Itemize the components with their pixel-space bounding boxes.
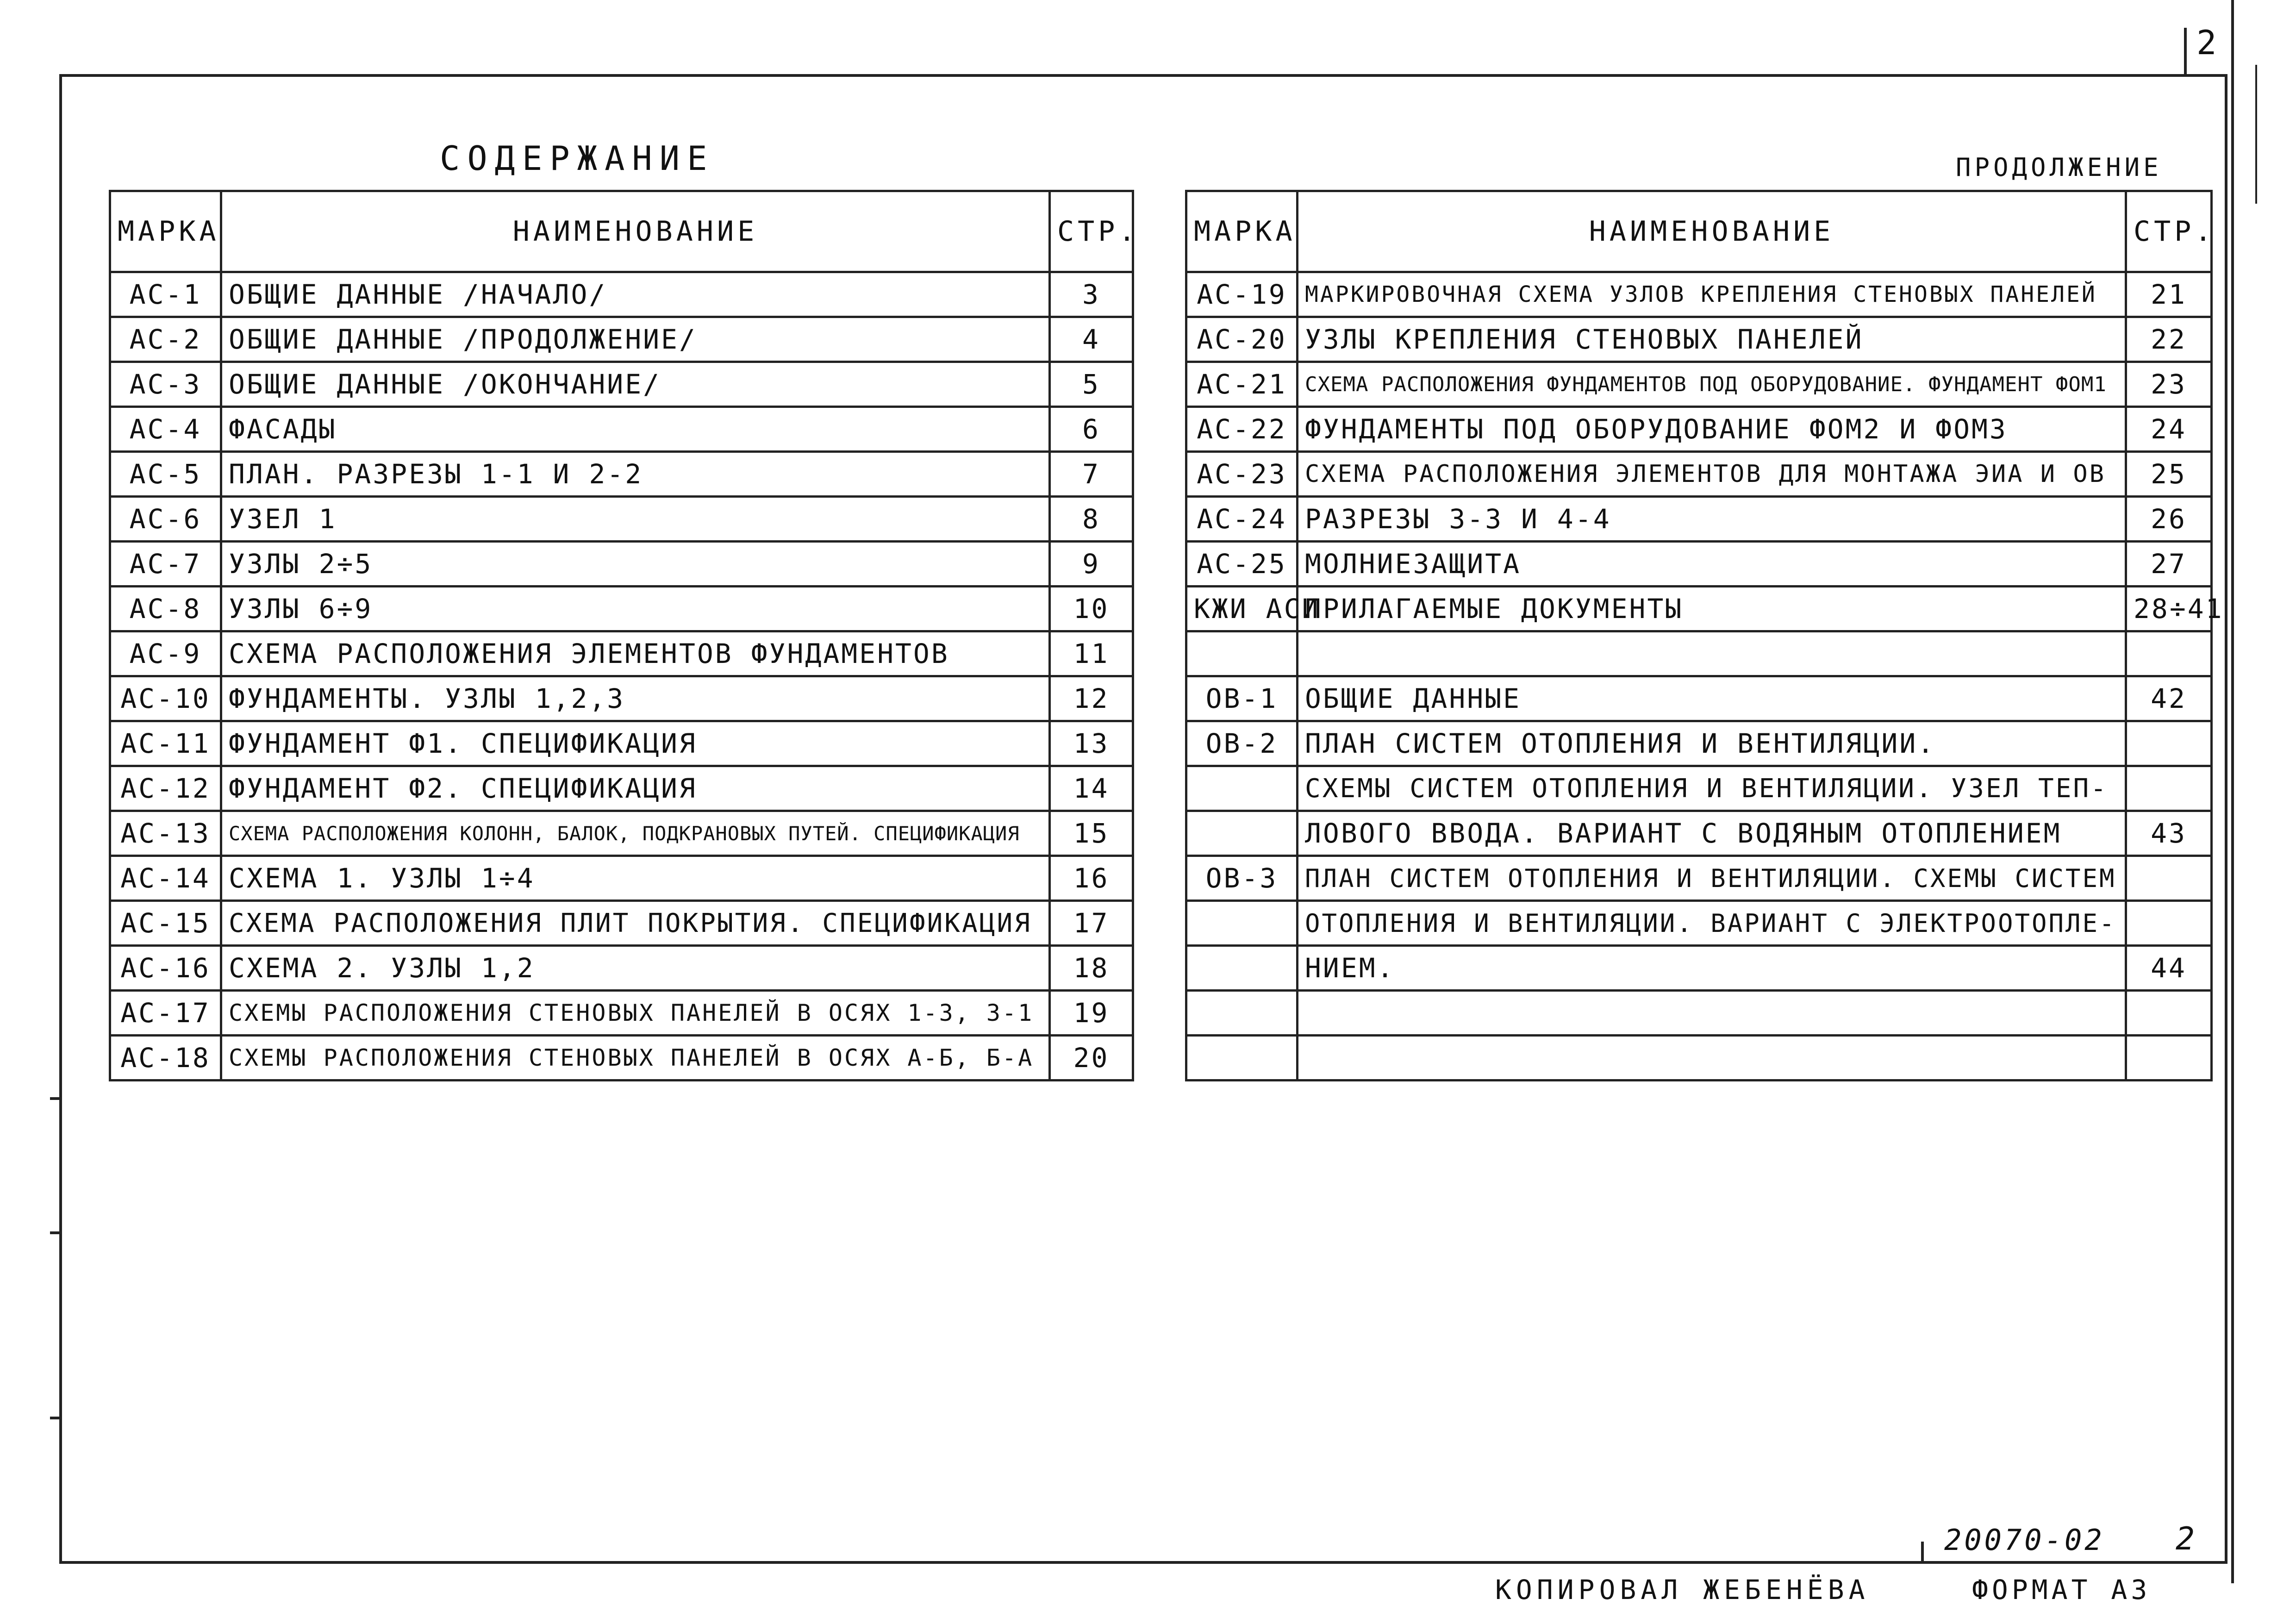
- continuation-title: ПРОДОЛЖЕНИЕ: [1956, 153, 2162, 182]
- row-page: 10: [1050, 587, 1133, 631]
- table-row: [110, 407, 1133, 452]
- row-page: 18: [1050, 946, 1133, 991]
- contents-table-left: [109, 190, 1139, 1081]
- row-mark: АС-25: [1186, 542, 1298, 587]
- table-row: [110, 452, 1133, 497]
- table-row: [1186, 542, 2212, 587]
- row-name: МОЛНИЕЗАЩИТА: [1298, 542, 2126, 587]
- table-row: [110, 991, 1133, 1036]
- row-name: ОБЩИЕ ДАННЫЕ /ОКОНЧАНИЕ/: [221, 362, 1050, 407]
- table-row: [1186, 721, 2212, 766]
- row-page: 22: [2126, 317, 2212, 362]
- row-name: ОТОПЛЕНИЯ И ВЕНТИЛЯЦИИ. ВАРИАНТ С ЭЛЕКТРООТОПЛЕ-: [1298, 901, 2126, 946]
- row-page: 17: [1050, 901, 1133, 946]
- row-page: [2126, 631, 2212, 676]
- row-page: 28÷41: [2126, 587, 2212, 631]
- row-page: 4: [1050, 317, 1133, 362]
- row-name: ФУНДАМЕНТЫ ПОД ОБОРУДОВАНИЕ ФОМ2 И ФОМ3: [1298, 407, 2126, 452]
- row-name: ОБЩИЕ ДАННЫЕ: [1298, 676, 2126, 721]
- row-mark: ОВ-2: [1186, 721, 1298, 766]
- row-mark: АС-4: [110, 407, 221, 452]
- margin-tick: [50, 1417, 59, 1419]
- row-name: ОБЩИЕ ДАННЫЕ /НАЧАЛО/: [221, 272, 1050, 317]
- table-row: [1186, 362, 2212, 407]
- row-page: 23: [2126, 362, 2212, 407]
- row-name: ПРИЛАГАЕМЫЕ ДОКУМЕНТЫ: [1298, 587, 2126, 631]
- row-mark: [1186, 766, 1298, 811]
- row-page: 13: [1050, 721, 1133, 766]
- row-name: ФУНДАМЕНТЫ. УЗЛЫ 1,2,3: [221, 676, 1050, 721]
- row-page: 42: [2126, 676, 2212, 721]
- row-name: ПЛАН. РАЗРЕЗЫ 1-1 И 2-2: [221, 452, 1050, 497]
- table-row: [1186, 407, 2212, 452]
- table-row: [1186, 901, 2212, 946]
- row-mark: АС-9: [110, 631, 221, 676]
- row-name: ПЛАН СИСТЕМ ОТОПЛЕНИЯ И ВЕНТИЛЯЦИИ. СХЕМЫ СИСТЕМ: [1298, 856, 2126, 901]
- table-row: [110, 901, 1133, 946]
- row-mark: КЖИ АСИ: [1186, 587, 1298, 631]
- row-name: СХЕМА РАСПОЛОЖЕНИЯ ФУНДАМЕНТОВ ПОД ОБОРУДОВАНИЕ. ФУНДАМЕНТ ФОМ1: [1298, 362, 2126, 407]
- row-mark: АС-3: [110, 362, 221, 407]
- table-row: [110, 587, 1133, 631]
- row-name: СХЕМА РАСПОЛОЖЕНИЯ ПЛИТ ПОКРЫТИЯ. СПЕЦИФИКАЦИЯ: [221, 901, 1050, 946]
- row-name: СХЕМА РАСПОЛОЖЕНИЯ ЭЛЕМЕНТОВ ФУНДАМЕНТОВ: [221, 631, 1050, 676]
- header-page: СТР.: [1050, 191, 1133, 272]
- table-row: [110, 856, 1133, 901]
- table-row: [1186, 676, 2212, 721]
- row-mark: АС-10: [110, 676, 221, 721]
- table-row: [110, 317, 1133, 362]
- row-name: ФУНДАМЕНТ Ф2. СПЕЦИФИКАЦИЯ: [221, 766, 1050, 811]
- row-page: [2126, 721, 2212, 766]
- row-page: 11: [1050, 631, 1133, 676]
- row-mark: [1186, 901, 1298, 946]
- row-page: 3: [1050, 272, 1133, 317]
- header-mark: МАРКА: [110, 191, 221, 272]
- row-name: УЗЛЫ 6÷9: [221, 587, 1050, 631]
- row-name: УЗЛЫ 2÷5: [221, 542, 1050, 587]
- table-row: [110, 676, 1133, 721]
- table-row: [110, 811, 1133, 856]
- row-name: СХЕМА РАСПОЛОЖЕНИЯ ЭЛЕМЕНТОВ ДЛЯ МОНТАЖА ЭИА И ОВ: [1298, 452, 2126, 497]
- row-name: СХЕМА 1. УЗЛЫ 1÷4: [221, 856, 1050, 901]
- row-mark: [1186, 811, 1298, 856]
- row-mark: АС-22: [1186, 407, 1298, 452]
- row-mark: [1186, 1036, 1298, 1081]
- table-row: [110, 946, 1133, 991]
- table-header-row: [110, 191, 1133, 272]
- row-name: СХЕМА РАСПОЛОЖЕНИЯ КОЛОНН, БАЛОК, ПОДКРАНОВЫХ ПУТЕЙ. СПЕЦИФИКАЦИЯ: [221, 811, 1050, 856]
- document-number: 20070-02: [1944, 1523, 2105, 1557]
- row-page: 16: [1050, 856, 1133, 901]
- row-mark: АС-20: [1186, 317, 1298, 362]
- row-mark: АС-16: [110, 946, 221, 991]
- row-mark: АС-8: [110, 587, 221, 631]
- stamp-divider: [1921, 1542, 1924, 1561]
- row-name: [1298, 1036, 2126, 1081]
- sheet-corner-number: 2: [2196, 23, 2220, 62]
- row-name: НИЕМ.: [1298, 946, 2126, 991]
- corner-box-left-line: [2184, 28, 2187, 74]
- table-header-row: [1186, 191, 2212, 272]
- row-page: 9: [1050, 542, 1133, 587]
- row-mark: АС-7: [110, 542, 221, 587]
- row-name: ФУНДАМЕНТ Ф1. СПЕЦИФИКАЦИЯ: [221, 721, 1050, 766]
- table-row: [110, 272, 1133, 317]
- row-page: [2126, 766, 2212, 811]
- copied-by: КОПИРОВАЛ ЖЕБЕНЁВА: [1495, 1574, 1870, 1605]
- row-page: 24: [2126, 407, 2212, 452]
- table-row: [1186, 631, 2212, 676]
- row-page: 44: [2126, 946, 2212, 991]
- table-row: [110, 766, 1133, 811]
- row-mark: АС-19: [1186, 272, 1298, 317]
- contents-table-right: [1185, 190, 2224, 1081]
- row-mark: АС-12: [110, 766, 221, 811]
- row-mark: ОВ-3: [1186, 856, 1298, 901]
- row-name: СХЕМЫ РАСПОЛОЖЕНИЯ СТЕНОВЫХ ПАНЕЛЕЙ В ОСЯХ 1-3, 3-1: [221, 991, 1050, 1036]
- row-name: УЗЕЛ 1: [221, 497, 1050, 542]
- row-page: 20: [1050, 1036, 1133, 1081]
- header-page: СТР.: [2126, 191, 2212, 272]
- row-name: ПЛАН СИСТЕМ ОТОПЛЕНИЯ И ВЕНТИЛЯЦИИ.: [1298, 721, 2126, 766]
- row-page: 43: [2126, 811, 2212, 856]
- row-mark: АС-1: [110, 272, 221, 317]
- margin-tick: [50, 1097, 59, 1100]
- row-page: 26: [2126, 497, 2212, 542]
- row-name: ОБЩИЕ ДАННЫЕ /ПРОДОЛЖЕНИЕ/: [221, 317, 1050, 362]
- table-row: [110, 362, 1133, 407]
- row-page: 12: [1050, 676, 1133, 721]
- row-mark: АС-17: [110, 991, 221, 1036]
- table-row: [1186, 317, 2212, 362]
- row-page: 25: [2126, 452, 2212, 497]
- row-page: 8: [1050, 497, 1133, 542]
- contents-title: СОДЕРЖАНИЕ: [440, 139, 715, 178]
- row-name: СХЕМЫ СИСТЕМ ОТОПЛЕНИЯ И ВЕНТИЛЯЦИИ. УЗЕЛ ТЕП-: [1298, 766, 2126, 811]
- row-page: 19: [1050, 991, 1133, 1036]
- row-page: [2126, 856, 2212, 901]
- table-row: [1186, 946, 2212, 991]
- table-row: [1186, 991, 2212, 1036]
- header-name: НАИМЕНОВАНИЕ: [1298, 191, 2126, 272]
- row-mark: [1186, 991, 1298, 1036]
- table-row: [110, 497, 1133, 542]
- row-mark: АС-2: [110, 317, 221, 362]
- paper-format: ФОРМАТ А3: [1972, 1574, 2151, 1605]
- row-mark: АС-23: [1186, 452, 1298, 497]
- row-page: 27: [2126, 542, 2212, 587]
- row-name: СХЕМА 2. УЗЛЫ 1,2: [221, 946, 1050, 991]
- row-name: УЗЛЫ КРЕПЛЕНИЯ СТЕНОВЫХ ПАНЕЛЕЙ: [1298, 317, 2126, 362]
- row-mark: АС-24: [1186, 497, 1298, 542]
- row-name: ЛОВОГО ВВОДА. ВАРИАНТ С ВОДЯНЫМ ОТОПЛЕНИЕМ: [1298, 811, 2126, 856]
- row-mark: АС-5: [110, 452, 221, 497]
- row-name: СХЕМЫ РАСПОЛОЖЕНИЯ СТЕНОВЫХ ПАНЕЛЕЙ В ОСЯХ А-Б, Б-А: [221, 1036, 1050, 1081]
- row-name: РАЗРЕЗЫ 3-3 И 4-4: [1298, 497, 2126, 542]
- header-mark: МАРКА: [1186, 191, 1298, 272]
- table-row: [110, 542, 1133, 587]
- row-page: 15: [1050, 811, 1133, 856]
- table-row: [1186, 811, 2212, 856]
- row-mark: АС-18: [110, 1036, 221, 1081]
- table-row: [110, 631, 1133, 676]
- row-page: [2126, 1036, 2212, 1081]
- row-name: [1298, 991, 2126, 1036]
- row-mark: АС-11: [110, 721, 221, 766]
- table-row: [1186, 766, 2212, 811]
- row-mark: АС-6: [110, 497, 221, 542]
- table-row: [1186, 497, 2212, 542]
- row-page: [2126, 901, 2212, 946]
- row-page: 14: [1050, 766, 1133, 811]
- row-page: 21: [2126, 272, 2212, 317]
- row-mark: ОВ-1: [1186, 676, 1298, 721]
- table-row: [1186, 452, 2212, 497]
- header-name: НАИМЕНОВАНИЕ: [221, 191, 1050, 272]
- table-row: [1186, 856, 2212, 901]
- row-page: [2126, 991, 2212, 1036]
- row-name: [1298, 631, 2126, 676]
- right-edge-line-2: [2255, 65, 2257, 204]
- row-name: ФАСАДЫ: [221, 407, 1050, 452]
- table-row: [1186, 272, 2212, 317]
- table-row: [1186, 1036, 2212, 1081]
- row-mark: АС-14: [110, 856, 221, 901]
- table-row: [110, 721, 1133, 766]
- row-mark: АС-15: [110, 901, 221, 946]
- right-edge-line: [2231, 0, 2234, 1583]
- row-page: 6: [1050, 407, 1133, 452]
- row-mark: [1186, 631, 1298, 676]
- row-name: МАРКИРОВОЧНАЯ СХЕМА УЗЛОВ КРЕПЛЕНИЯ СТЕНОВЫХ ПАНЕЛЕЙ: [1298, 272, 2126, 317]
- row-page: 5: [1050, 362, 1133, 407]
- table-row: [1186, 587, 2212, 631]
- sheet-number: 2: [2176, 1521, 2197, 1557]
- row-mark: АС-21: [1186, 362, 1298, 407]
- margin-tick: [50, 1231, 59, 1234]
- row-page: 7: [1050, 452, 1133, 497]
- table-row: [110, 1036, 1133, 1081]
- row-mark: АС-13: [110, 811, 221, 856]
- row-mark: [1186, 946, 1298, 991]
